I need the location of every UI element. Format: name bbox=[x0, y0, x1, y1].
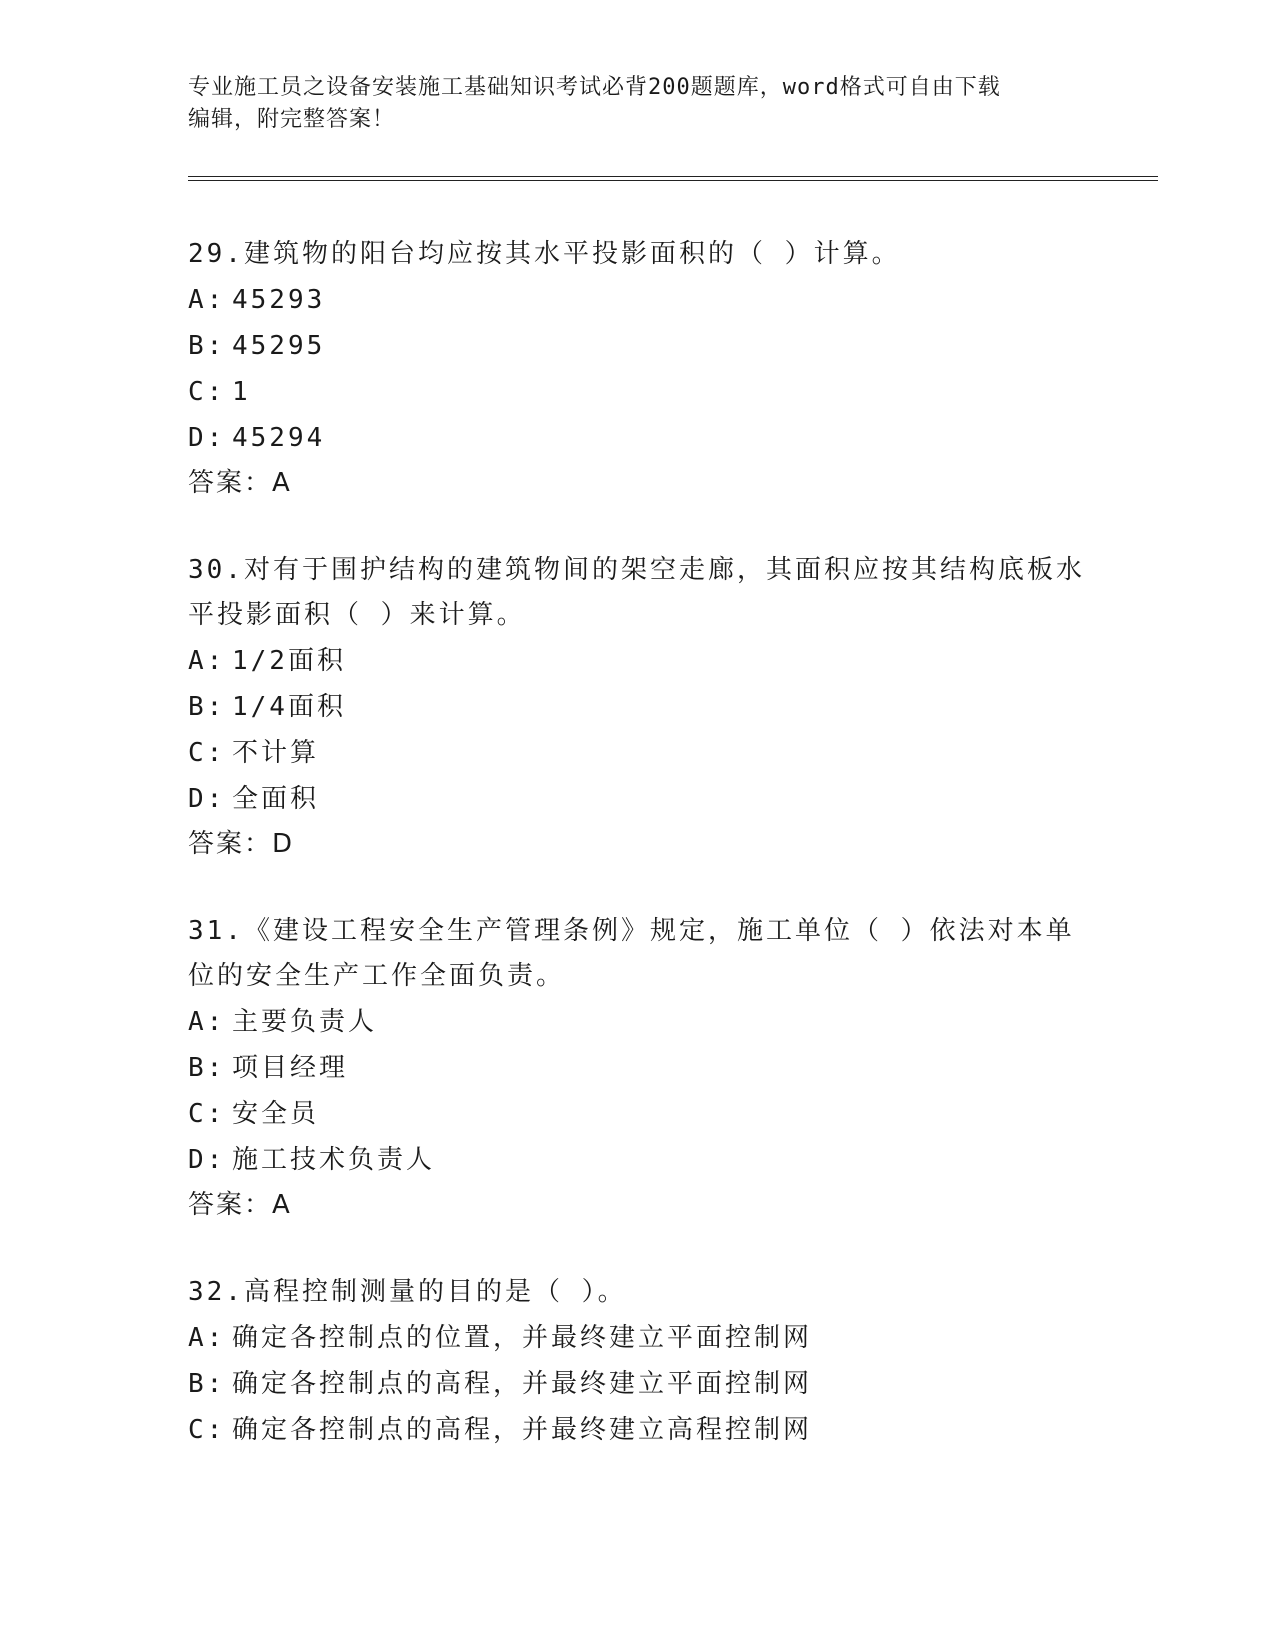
document-header bbox=[188, 72, 1088, 136]
option-a bbox=[188, 999, 1088, 1045]
question-text-continued: 平投影面积（ ）来计算。 bbox=[188, 600, 526, 630]
option-c bbox=[188, 1091, 1088, 1137]
option-letter: D: bbox=[188, 784, 226, 814]
question-text: 29.建筑物的阳台均应按其水平投影面积的（ ）计算。 bbox=[188, 239, 901, 269]
option-d bbox=[188, 1137, 1088, 1183]
question-text-continued: 位的安全生产工作全面负责。 bbox=[188, 961, 566, 991]
question-text: 30.对有于围护结构的建筑物间的架空走廊，其面积应按其结构底板水 bbox=[188, 555, 1085, 585]
option-text: 全面积 bbox=[232, 784, 320, 814]
option-b bbox=[188, 1045, 1088, 1091]
option-letter: B: bbox=[188, 1053, 226, 1083]
option-text: 1/2面积 bbox=[232, 646, 346, 676]
answer-text: 答案：D bbox=[188, 829, 295, 859]
option-text: 安全员 bbox=[232, 1099, 320, 1129]
option-letter: C: bbox=[188, 377, 226, 407]
option-b bbox=[188, 684, 1088, 730]
option-letter: C: bbox=[188, 1099, 226, 1129]
option-text: 确定各控制点的高程，并最终建立平面控制网 bbox=[232, 1369, 813, 1399]
option-text: 主要负责人 bbox=[232, 1007, 378, 1037]
option-text: 确定各控制点的高程，并最终建立高程控制网 bbox=[232, 1415, 813, 1445]
option-text: 确定各控制点的位置，并最终建立平面控制网 bbox=[232, 1323, 813, 1353]
option-letter: D: bbox=[188, 1145, 226, 1175]
option-letter: A: bbox=[188, 646, 226, 676]
option-text: 不计算 bbox=[232, 738, 320, 768]
option-b bbox=[188, 1361, 1088, 1407]
option-c bbox=[188, 369, 1088, 415]
option-a bbox=[188, 638, 1088, 684]
option-letter: A: bbox=[188, 1323, 226, 1353]
question-29 bbox=[188, 232, 1088, 505]
option-text: 1/4面积 bbox=[232, 692, 346, 722]
question-text: 31.《建设工程安全生产管理条例》规定，施工单位（ ）依法对本单 bbox=[188, 916, 1075, 946]
option-letter: B: bbox=[188, 331, 226, 361]
header-divider bbox=[188, 176, 1158, 181]
option-letter: B: bbox=[188, 1369, 226, 1399]
question-32 bbox=[188, 1270, 1088, 1453]
option-a bbox=[188, 277, 1088, 323]
option-text: 45294 bbox=[232, 423, 326, 453]
option-letter: C: bbox=[188, 738, 226, 768]
option-letter: A: bbox=[188, 1007, 226, 1037]
option-b bbox=[188, 323, 1088, 369]
option-a bbox=[188, 1315, 1088, 1361]
answer-text: 答案：A bbox=[188, 1190, 292, 1220]
option-c bbox=[188, 1407, 1088, 1453]
question-31 bbox=[188, 909, 1088, 1227]
question-30 bbox=[188, 548, 1088, 866]
option-text: 45293 bbox=[232, 285, 326, 315]
option-letter: D: bbox=[188, 423, 226, 453]
option-d bbox=[188, 415, 1088, 461]
option-letter: B: bbox=[188, 692, 226, 722]
header-line-2: 编辑，附完整答案！ bbox=[188, 107, 396, 132]
option-text: 45295 bbox=[232, 331, 326, 361]
option-letter: C: bbox=[188, 1415, 226, 1445]
option-text: 施工技术负责人 bbox=[232, 1145, 436, 1175]
option-d bbox=[188, 776, 1088, 822]
question-list bbox=[188, 232, 1088, 1496]
option-letter: A: bbox=[188, 285, 226, 315]
option-c bbox=[188, 730, 1088, 776]
option-text: 1 bbox=[232, 377, 251, 407]
option-text: 项目经理 bbox=[232, 1053, 349, 1083]
header-line-1: 专业施工员之设备安装施工基础知识考试必背200题题库，word格式可自由下载 bbox=[188, 75, 1001, 100]
answer-text: 答案：A bbox=[188, 468, 292, 498]
question-text: 32.高程控制测量的目的是（ ）。 bbox=[188, 1277, 627, 1307]
